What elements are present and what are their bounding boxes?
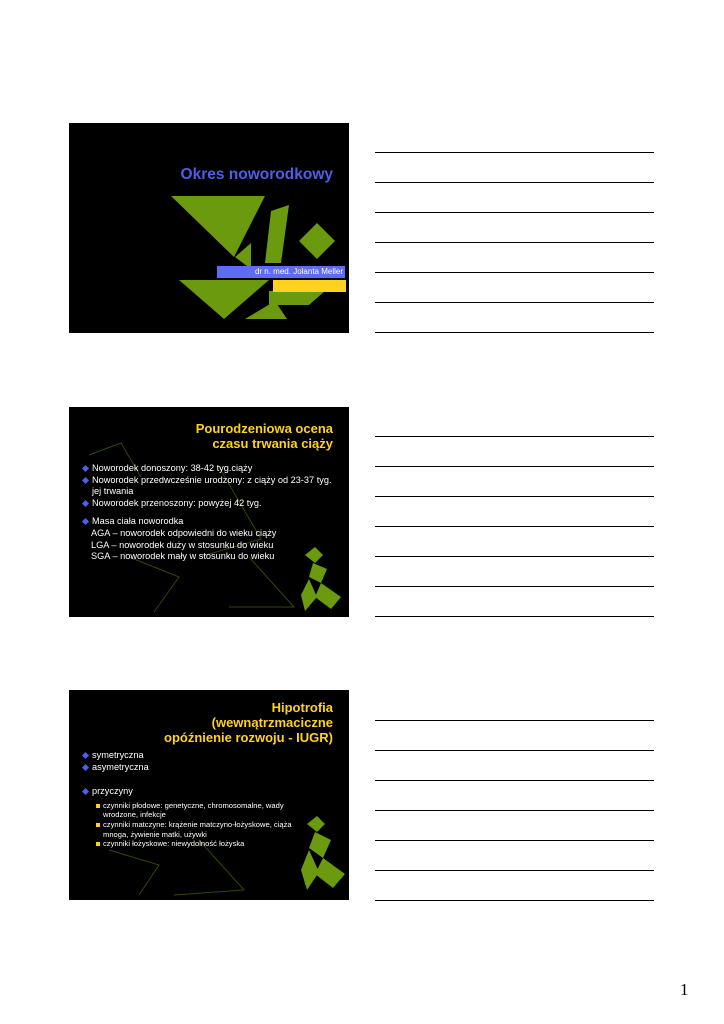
slide-2 <box>69 407 349 617</box>
note-line <box>375 152 654 153</box>
title-line: opóźnienie rozwoju - IUGR) <box>164 730 333 745</box>
diamond-bullet-icon <box>82 477 89 484</box>
note-line <box>375 242 654 243</box>
list-item: Masa ciała noworodka <box>83 516 339 528</box>
note-line <box>375 496 654 497</box>
diamond-bullet-icon <box>82 518 89 525</box>
tangram-decoration <box>69 123 349 333</box>
note-line <box>375 586 654 587</box>
title-line: czasu trwania ciąży <box>212 436 333 451</box>
slide-3 <box>69 690 349 900</box>
bullet-list <box>83 463 339 563</box>
list-item: Noworodek donoszony: 38-42 tyg.ciąży <box>83 463 339 475</box>
diamond-bullet-icon <box>82 500 89 507</box>
list-item: symetryczna <box>83 750 309 762</box>
note-line <box>375 212 654 213</box>
note-line <box>375 750 654 751</box>
mass-line: SGA – noworodek mały w stosunku do wieku <box>91 551 275 562</box>
note-line <box>375 720 654 721</box>
list-item: asymetryczna <box>83 762 309 774</box>
diamond-bullet-icon <box>82 752 89 759</box>
note-line <box>375 810 654 811</box>
diamond-bullet-icon <box>82 465 89 472</box>
page-number: 1 <box>680 980 689 999</box>
cause-item: czynniki łożyskowe: niewydolność łożyska <box>83 839 309 849</box>
note-line <box>375 526 654 527</box>
list-item: przyczyny <box>83 786 309 798</box>
note-line <box>375 466 654 467</box>
note-line <box>375 302 654 303</box>
diamond-bullet-icon <box>82 788 89 795</box>
title-line: (wewnątrzmaciczne <box>211 715 333 730</box>
list-item: Noworodek przedwcześnie urodzony: z ciąży od 23-37 tyg. jej trwania <box>83 475 339 498</box>
title-line: Hipotrofia <box>271 700 333 715</box>
diamond-bullet-icon <box>82 764 89 771</box>
slide-title <box>196 421 333 451</box>
note-line <box>375 840 654 841</box>
cause-item: czynniki matczyne: krążenie matczyno-łożyskowe, ciąża mnoga, żywienie matki, używki <box>83 820 309 839</box>
note-line <box>375 182 654 183</box>
note-line <box>375 272 654 273</box>
mass-line: AGA – noworodek odpowiedni do wieku ciąży <box>91 527 277 538</box>
list-item: Noworodek przenoszony: powyżej 42 tyg. <box>83 498 339 510</box>
slide-1 <box>69 123 349 333</box>
note-line <box>375 870 654 871</box>
slide-title <box>164 700 333 745</box>
slide-title: Okres noworodkowy <box>180 166 333 183</box>
title-line: Pourodzeniowa ocena <box>195 421 333 436</box>
bullet-list <box>83 750 309 849</box>
cause-item: czynniki płodowe: genetyczne, chromosomalne, wady wrodzone, infekcje <box>83 801 309 820</box>
note-line <box>375 616 654 617</box>
note-line <box>375 780 654 781</box>
note-line <box>375 332 654 333</box>
yellow-bar <box>273 280 346 292</box>
note-line <box>375 556 654 557</box>
author-name: dr n. med. Jolanta Meller <box>254 267 343 276</box>
note-line <box>375 900 654 901</box>
square-bullet-icon <box>96 804 100 808</box>
square-bullet-icon <box>96 823 100 827</box>
mass-line: LGA – noworodek duży w stosunku do wieku <box>91 539 274 550</box>
note-line <box>375 436 654 437</box>
square-bullet-icon <box>96 842 100 846</box>
